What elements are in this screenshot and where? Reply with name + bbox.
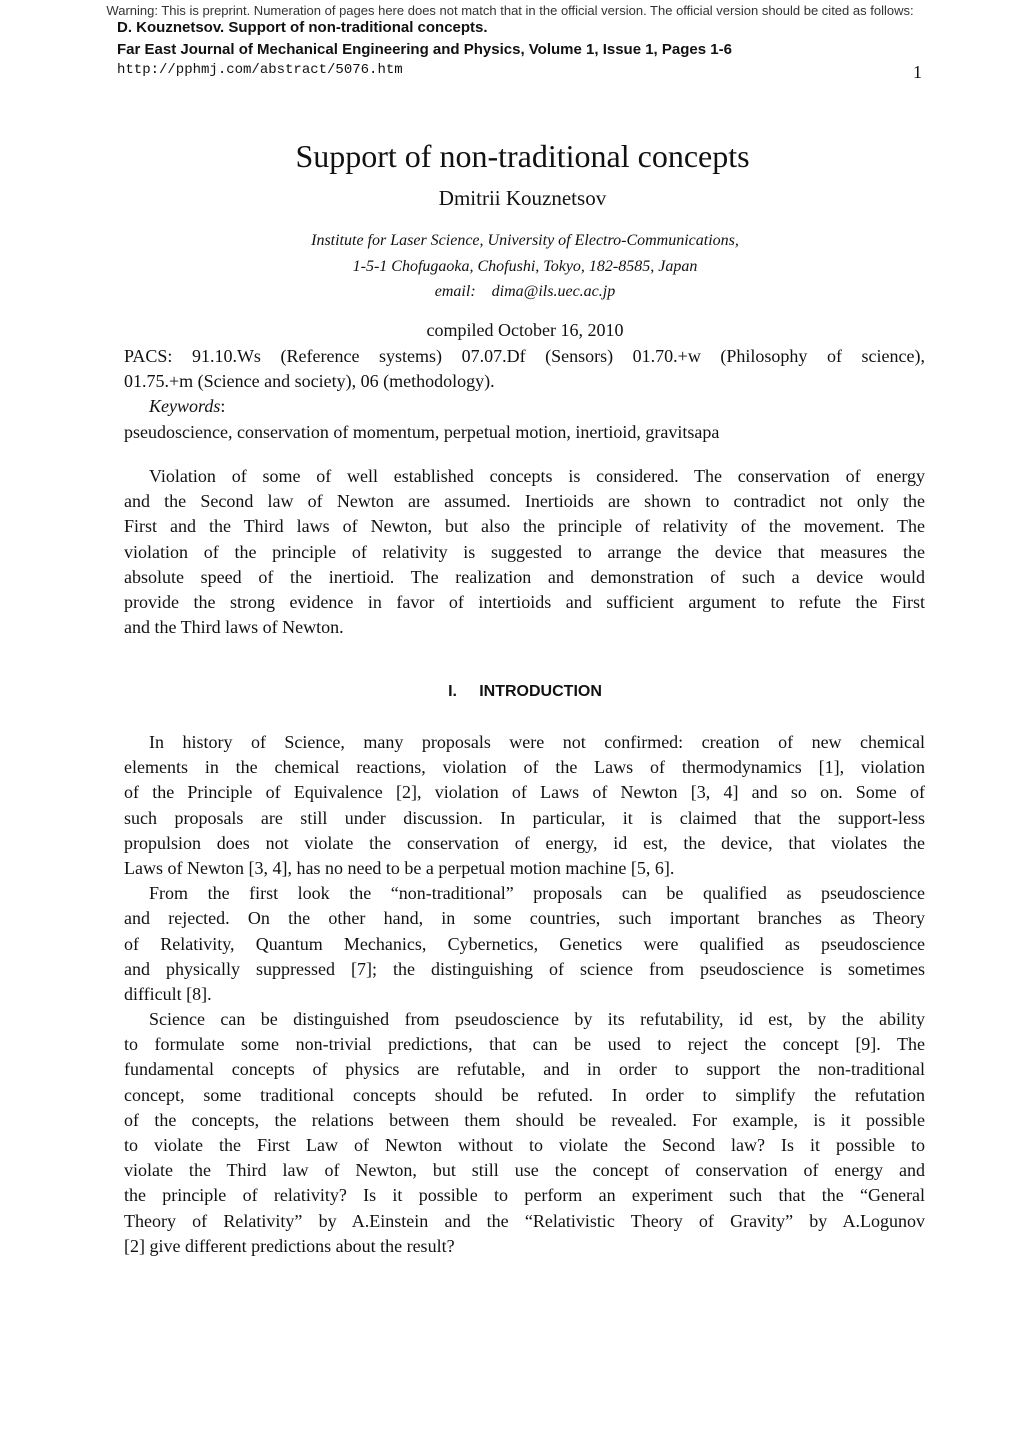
text-line: and the Second law of Newton are assumed. Inertioids are shown to contradict not only the <box>124 491 925 512</box>
text-line: of Relativity, Quantum Mechanics, Cybernetics, Genetics were qualified as pseudoscience <box>124 933 925 954</box>
text-line: In history of Science, many proposals were not confirmed: creation of new chemical <box>149 732 925 752</box>
text-line: and physically suppressed [7]; the distinguishing of science from pseudoscience is sometimes <box>124 958 925 979</box>
citation-url[interactable]: http://pphmj.com/abstract/5076.htm <box>117 62 403 78</box>
text-line: the principle of relativity? Is it possible to perform an experiment such that the “General <box>124 1185 925 1206</box>
text-line: violation of the principle of relativity is suggested to arrange the device that measures the <box>124 541 925 562</box>
text-line: such proposals are still under discussion. In particular, it is claimed that the support-less <box>124 807 925 828</box>
paragraph <box>124 881 925 1007</box>
text-line: First and the Third laws of Newton, but also the principle of relativity of the movement. The <box>124 516 925 537</box>
paragraph <box>124 1007 925 1259</box>
text-line: Science can be distinguished from pseudoscience by its refutability, id est, by the ability <box>149 1009 925 1030</box>
text-line: violate the Third law of Newton, but still use the concept of conservation of energy and <box>124 1160 925 1181</box>
keywords: pseudoscience, conservation of momentum, perpetual motion, inertioid, gravitsapa <box>124 421 720 442</box>
author: Dmitrii Kouznetsov <box>438 186 607 210</box>
keywords-label: Keywords <box>149 396 221 417</box>
introduction-body <box>124 730 925 1259</box>
keywords-heading: Keywords: <box>149 396 226 417</box>
text-line: [2] give different predictions about the result? <box>124 1235 455 1256</box>
compiled-date: compiled October 16, 2010 <box>426 320 624 340</box>
text-line: Laws of Newton [3, 4], has no need to be a perpetual motion machine [5, 6]. <box>124 857 675 878</box>
citation-line-2: Far East Journal of Mechanical Engineering and Physics, Volume 1, Issue 1, Pages 1-6 <box>117 41 732 58</box>
email: email: dima@ils.uec.ac.jp <box>434 283 616 300</box>
text-line: propulsion does not violate the conservation of energy, id est, the device, that violates the <box>124 832 925 853</box>
citation-line-1: D. Kouznetsov. Support of non-traditional concepts. <box>117 19 488 36</box>
text-line: difficult [8]. <box>124 983 212 1004</box>
affiliation-line: 1-5-1 Chofugaoka, Chofushi, Tokyo, 182-8585, Japan <box>352 258 698 275</box>
text-line: and the Third laws of Newton. <box>124 617 344 638</box>
affiliation-line: Institute for Laser Science, University of Electro-Communications, <box>311 232 739 249</box>
pacs <box>124 344 925 445</box>
pacs-line: 01.75.+m (Science and society), 06 (methodology). <box>124 371 495 392</box>
text-line: provide the strong evidence in favor of intertioids and sufficient argument to refute the First <box>124 591 925 612</box>
paragraph <box>124 730 925 881</box>
text-line: absolute speed of the inertioid. The realization and demonstration of such a device would <box>124 566 925 587</box>
pacs-line: PACS: 91.10.Ws (Reference systems) 07.07.Df (Sensors) 01.70.+w (Philosophy of science), <box>124 346 925 366</box>
text-line: to formulate some non-trivial predictions, that can be used to reject the concept [9]. The <box>124 1034 925 1055</box>
text-line: concept, some traditional concepts should be refuted. In order to simplify the refutation <box>124 1084 925 1105</box>
text-line: Violation of some of well established concepts is considered. The conservation of energy <box>149 466 925 486</box>
text-line: of the concepts, the relations between them should be revealed. For example, is it possible <box>124 1109 925 1130</box>
text-line: From the first look the “non-traditional” proposals can be qualified as pseudoscience <box>149 883 925 904</box>
page-number: 1 <box>913 62 922 82</box>
text-line: fundamental concepts of physics are refutable, and in order to support the non-traditional <box>124 1059 925 1080</box>
text-line: Theory of Relativity” by A.Einstein and the “Relativistic Theory of Gravity” by A.Logunov <box>124 1210 925 1231</box>
preprint-warning: Warning: This is preprint. Numeration of pages here does not match that in the official version. The official version should be cited as follows: <box>106 3 914 18</box>
text-line: of the Principle of Equivalence [2], violation of Laws of Newton [3, 4] and so on. Some of <box>124 782 925 803</box>
text-line: to violate the First Law of Newton without to violate the Second law? Is it possible to <box>124 1135 925 1155</box>
section-heading: I. INTRODUCTION <box>448 683 602 700</box>
text-line: elements in the chemical reactions, violation of the Laws of thermodynamics [1], violation <box>124 757 925 778</box>
text-line: and rejected. On the other hand, in some countries, such important branches as Theory <box>124 908 925 929</box>
paper-title: Support of non-traditional concepts <box>295 138 750 174</box>
abstract <box>124 464 925 640</box>
